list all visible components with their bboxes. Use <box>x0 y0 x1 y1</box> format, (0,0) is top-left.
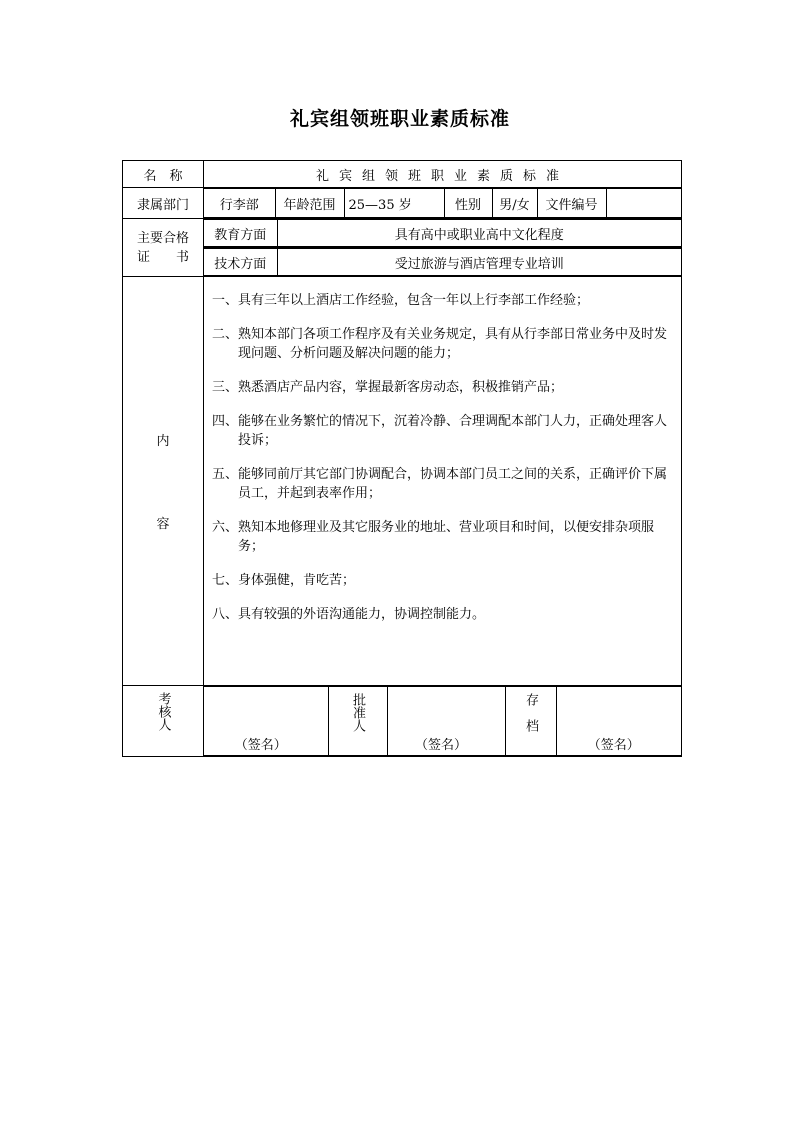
reviewer-label: 考核人 <box>123 686 204 757</box>
skill-label: 技术方面 <box>204 249 277 276</box>
archive-label: 存 档 <box>505 687 556 756</box>
skill-row <box>123 248 682 277</box>
education-label: 教育方面 <box>204 220 277 247</box>
content-item: 一、具有三年以上酒店工作经验，包含一年以上行李部工作经验； <box>212 293 590 308</box>
education-value: 具有高中或职业高中文化程度 <box>277 220 681 247</box>
content-item: 二、熟知本部门各项工作程序及有关业务规定，具有从行李部日常业务中及时发现问题、分析问题及解决问题的能力； <box>212 327 668 361</box>
content-label: 内 容 <box>123 277 204 686</box>
file-number-label: 文件编号 <box>537 189 606 218</box>
department-row <box>123 188 682 219</box>
content-item: 五、能够同前厅其它部门协调配合，协调本部门员工之间的关系，正确评价下属员工，并起到表率作用； <box>212 467 668 501</box>
department-details <box>204 188 681 218</box>
age-range-label: 年龄范围 <box>275 189 344 218</box>
skill-value: 受过旅游与酒店管理专业培训 <box>277 249 681 276</box>
content-list <box>204 277 682 686</box>
approver-label: 批准人 <box>328 687 387 756</box>
content-item: 六、熟知本地修理业及其它服务业的地址、营业项目和时间，以便安排杂项服务； <box>212 520 655 554</box>
file-number-value <box>606 189 681 218</box>
approver-signature: （签名） <box>387 687 505 756</box>
reviewer-signature: （签名） <box>204 687 328 756</box>
content-item: 八、具有较强的外语沟通能力，协调控制能力。 <box>212 607 486 622</box>
document-title: 礼宾组领班职业素质标准 <box>289 108 510 130</box>
standards-table <box>122 160 682 757</box>
department-label: 隶属部门 <box>123 188 204 219</box>
gender-label: 性别 <box>444 189 492 218</box>
signature-row <box>123 686 682 757</box>
qualification-label: 主要合格 证 书 <box>123 219 204 277</box>
content-row <box>123 277 682 686</box>
name-row <box>123 161 682 188</box>
department-value: 行李部 <box>204 189 275 218</box>
age-range-value: 25—35 岁 <box>344 189 444 218</box>
content-item: 四、能够在业务繁忙的情况下，沉着冷静、合理调配本部门人力，正确处理客人投诉； <box>212 414 668 448</box>
content-item: 七、身体强健，肯吃苦； <box>212 573 356 588</box>
name-label: 名 称 <box>123 161 204 188</box>
gender-value: 男/女 <box>492 189 537 218</box>
content-item: 三、熟悉酒店产品内容，掌握最新客房动态，积极推销产品； <box>212 380 564 395</box>
education-row <box>123 219 682 248</box>
name-value: 礼宾组领班职业素质标准 <box>204 161 682 188</box>
archive-signature: （签名） <box>556 687 681 756</box>
